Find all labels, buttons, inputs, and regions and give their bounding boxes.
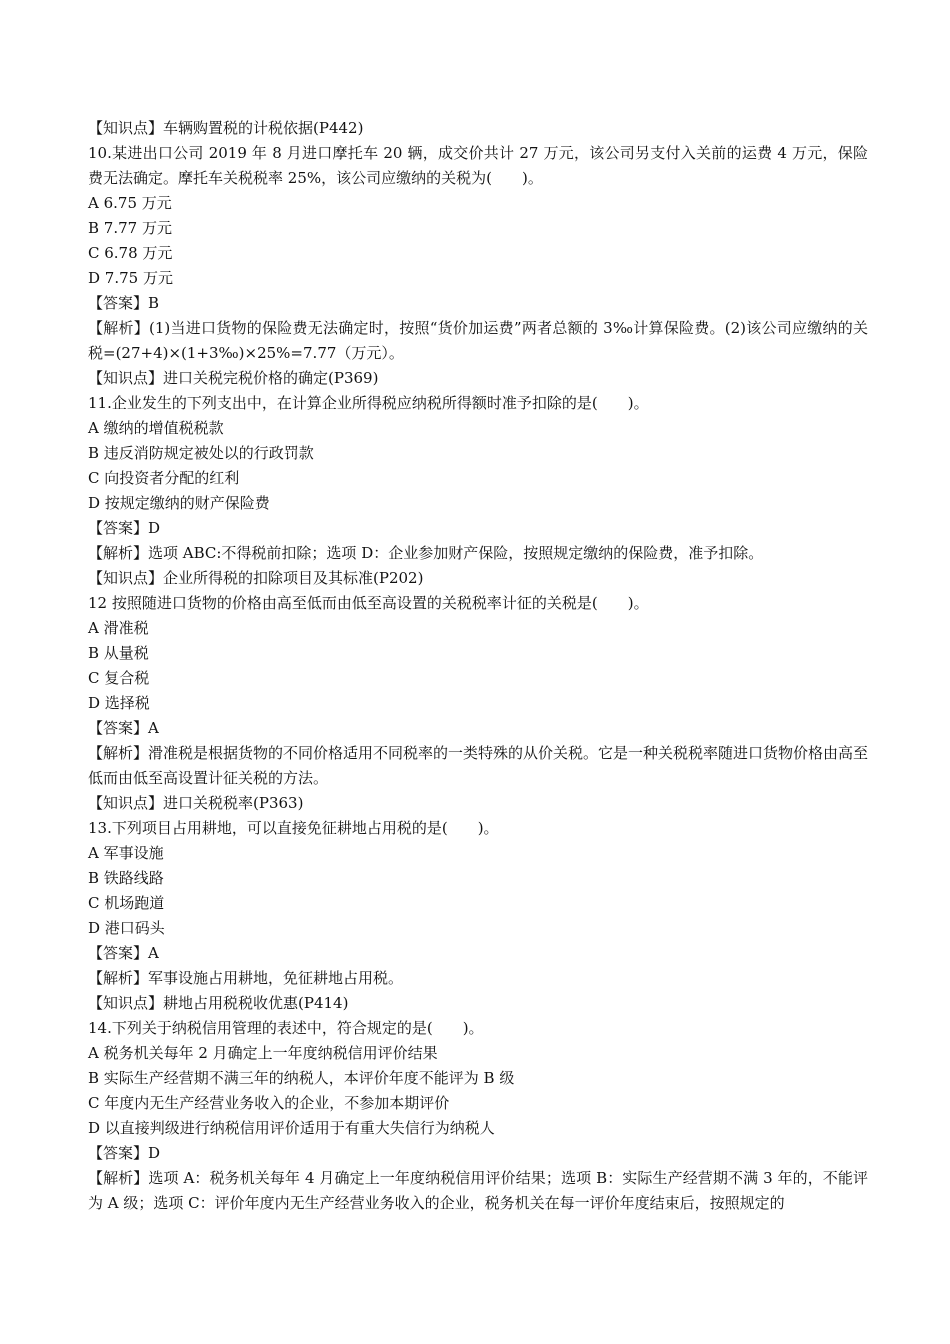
option-a: A 军事设施	[88, 844, 164, 862]
answer: 【答案】B	[88, 294, 160, 312]
option-d: D 以直接判级进行纳税信用评价适用于有重大失信行为纳税人	[88, 1119, 495, 1137]
option-c: C 向投资者分配的红利	[88, 469, 240, 487]
question-14: 14.下列关于纳税信用管理的表述中，符合规定的是( )。	[88, 1019, 484, 1037]
option-d: D 按规定缴纳的财产保险费	[88, 494, 270, 512]
question-12: 12 按照随进口货物的价格由高至低而由低至高设置的关税税率计征的关税是( )。	[88, 594, 649, 612]
option-a: A 滑准税	[88, 619, 149, 637]
option-c: C 年度内无生产经营业务收入的企业，不参加本期评价	[88, 1094, 450, 1112]
option-d: D 7.75 万元	[88, 269, 173, 287]
option-a: A 税务机关每年 2 月确定上一年度纳税信用评价结果	[88, 1044, 438, 1062]
option-b: B 从量税	[88, 644, 149, 662]
option-c: C 6.78 万元	[88, 244, 173, 262]
explanation: 【解析】军事设施占用耕地，免征耕地占用税。	[88, 969, 404, 987]
explanation: 【解析】(1)当进口货物的保险费无法确定时，按照“货价加运费”两者总额的 3‰计算保险费。(2)该公司应缴纳的关税=(27+4)×(1+3‰)×25%=7.77（万元）。	[88, 319, 868, 362]
knowledge-point: 【知识点】进口关税税率(P363)	[88, 794, 304, 812]
option-a: A 6.75 万元	[88, 194, 172, 212]
question-10: 10.某进出口公司 2019 年 8 月进口摩托车 20 辆，成交价共计 27 万元，该公司另支付入关前的运费 4 万元，保险费无法确定。摩托车关税税率 25%，该公司应缴纳的关税为( )。	[88, 144, 868, 187]
answer: 【答案】D	[88, 519, 161, 537]
answer: 【答案】D	[88, 1144, 161, 1162]
option-b: B 铁路线路	[88, 869, 164, 887]
knowledge-point: 【知识点】企业所得税的扣除项目及其标准(P202)	[88, 569, 424, 587]
question-13: 13.下列项目占用耕地，可以直接免征耕地占用税的是( )。	[88, 819, 499, 837]
option-c: C 机场跑道	[88, 894, 165, 912]
option-c: C 复合税	[88, 669, 150, 687]
option-b: B 7.77 万元	[88, 219, 172, 237]
explanation: 【解析】选项 A：税务机关每年 4 月确定上一年度纳税信用评价结果；选项 B：实际生产经营期不满 3 年的，不能评为 A 级；选项 C：评价年度内无生产经营业务收入的企业，税务机关在每一评价年度结束后，按照规定的	[88, 1169, 868, 1212]
answer: 【答案】A	[88, 719, 159, 737]
knowledge-point: 【知识点】进口关税完税价格的确定(P369)	[88, 369, 379, 387]
explanation: 【解析】滑准税是根据货物的不同价格适用不同税率的一类特殊的从价关税。它是一种关税税率随进口货物价格由高至低而由低至高设置计征关税的方法。	[88, 744, 869, 787]
document-body	[88, 116, 868, 1216]
option-b: B 违反消防规定被处以的行政罚款	[88, 444, 314, 462]
option-a: A 缴纳的增值税税款	[88, 419, 224, 437]
knowledge-point: 【知识点】耕地占用税税收优惠(P414)	[88, 994, 349, 1012]
explanation: 【解析】选项 ABC:不得税前扣除；选项 D：企业参加财产保险，按照规定缴纳的保险费，准予扣除。	[88, 544, 764, 562]
option-d: D 港口码头	[88, 919, 165, 937]
knowledge-point: 【知识点】车辆购置税的计税依据(P442)	[88, 119, 364, 137]
question-11: 11.企业发生的下列支出中，在计算企业所得税应纳税所得额时准予扣除的是( )。	[88, 394, 649, 412]
answer: 【答案】A	[88, 944, 159, 962]
option-b: B 实际生产经营期不满三年的纳税人，本评价年度不能评为 B 级	[88, 1069, 515, 1087]
option-d: D 选择税	[88, 694, 150, 712]
